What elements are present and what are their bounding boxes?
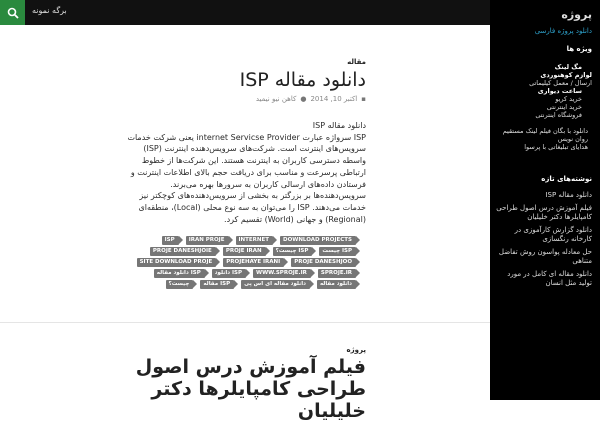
extra-link-item[interactable]: دانلود با بگان فیلم لینک مستقیم xyxy=(502,127,588,135)
site-description: دانلود پروژه فارسی xyxy=(534,27,592,35)
extra-link-item[interactable]: هدایای تبلیغاتی با پرسوا xyxy=(524,143,588,151)
site-title[interactable]: پروژه xyxy=(561,8,592,21)
extra-links-list xyxy=(494,127,592,151)
recent-posts-list xyxy=(494,191,592,288)
nav-item-sample-page[interactable]: برگه نمونه xyxy=(32,6,67,15)
calendar-icon: ▪ xyxy=(361,95,366,103)
sidebar xyxy=(490,0,600,400)
meta-link-item[interactable]: مگ لینک xyxy=(554,63,582,71)
meta-link-item[interactable]: ساعت دیواری xyxy=(537,87,582,95)
tag-link[interactable]: PROJE DANESHJOIE xyxy=(150,247,216,256)
search-icon xyxy=(7,7,19,19)
tag-link[interactable]: SPROJE.IR xyxy=(318,269,356,278)
recent-post-link[interactable]: دانلود مقاله ISP xyxy=(545,191,592,199)
post-meta xyxy=(256,95,366,103)
tag-link[interactable]: WWW.SPROJE.IR xyxy=(253,269,311,278)
tag-link[interactable]: ISP دانلود xyxy=(212,269,246,278)
post-author[interactable]: کاهن نیو نیمید xyxy=(255,95,297,103)
extra-link-item[interactable]: روان نویس xyxy=(557,135,588,143)
post-category[interactable]: مقاله xyxy=(347,58,366,66)
tag-link[interactable]: PROJEHAYE IRANI xyxy=(223,258,284,267)
main-content xyxy=(0,25,490,422)
top-navigation-bar xyxy=(0,0,490,25)
tag-link[interactable]: ISP چیست xyxy=(319,247,356,256)
recent-post-link[interactable]: فیلم آموزش درس اصول طراحی کامپایلرها دکتر خلیلیان xyxy=(496,204,592,221)
search-button[interactable] xyxy=(0,0,25,25)
meta-link-item[interactable]: خرید کریو xyxy=(555,95,582,103)
post-divider xyxy=(0,322,490,323)
meta-link-item[interactable]: ارسال / معمل کیلیماتی xyxy=(529,79,592,87)
post2-title[interactable]: فیلم آموزش درس اصول طراحی کامپایلرها دکتر خلیلیان xyxy=(135,356,366,422)
tag-link[interactable]: ISP چیست؟ xyxy=(273,247,313,256)
post-excerpt: دانلود مقاله ISP ISP سرواژه عبارت internet Servicse Provider یعنی شرکت خدمات سرویس‌های اینترنت است. شرکت‌های سرویس‌دهنده اینترنت (ISP) واسطه دسترسی کاربران به اینترنت هستند. این شرکت‌ها از خطوط ارتباطی پرسرعت و مناسب برای دریافت حجم بالای اطلاعات اینترنت و فرستادن داده‌های ارسالی کاربران به سرورها بهره می‌برند. سرویس‌دهنده‌ها بر بزرگتر به بخشی از سرویس‌دهنده‌های کوچکتر نیز خدمات می‌دهند. ISP را می‌توان به سه نوع محلی (Local)، منطقه‌ای (Regional) و جهانی (World) تقسیم کرد. xyxy=(127,121,366,224)
post-tags xyxy=(135,236,360,289)
recent-post-link[interactable]: دانلود مقاله ای کامل در مورد تولید مثل انسان xyxy=(507,270,592,287)
meta-link-item[interactable]: فروشگاه اینترنتی xyxy=(535,111,582,119)
post2-category[interactable]: پروژه xyxy=(346,346,366,354)
user-icon: ● xyxy=(300,95,307,103)
post-date[interactable]: اکتبر 10, 2014 xyxy=(310,95,358,103)
tag-link[interactable]: ISP xyxy=(162,236,179,245)
tag-link[interactable]: دانلود مقاله ای اس پی xyxy=(241,280,310,289)
tag-link[interactable]: INTERNET xyxy=(236,236,274,245)
tag-link[interactable]: PROJE DANESHJOO xyxy=(291,258,356,267)
recent-post-link[interactable]: دانلود گزارش کارآموزی در کارخانه رنگسازی xyxy=(514,226,592,243)
meta-links-list xyxy=(494,63,592,119)
tag-link[interactable]: چیست؟ xyxy=(166,280,194,289)
post-title[interactable]: دانلود مقاله ISP xyxy=(239,69,366,91)
tag-link[interactable]: SITE DOWNLOAD PROJE xyxy=(137,258,217,267)
recent-posts-widget-title: نوشته‌های تازه xyxy=(541,175,592,183)
meta-widget-title: ویژه ها xyxy=(566,45,592,53)
recent-post-link[interactable]: حل معادله پواسون روش تفاضل متناهی xyxy=(498,248,592,265)
tag-link[interactable]: PROJE IRAN xyxy=(223,247,266,256)
tag-link[interactable]: DOWNLOAD PROJECTS xyxy=(280,236,356,245)
tag-link[interactable]: دانلود مقاله xyxy=(317,280,356,289)
tag-link[interactable]: ISP مقاله xyxy=(200,280,234,289)
tag-link[interactable]: ISP دانلود مقاله xyxy=(154,269,205,278)
meta-link-item[interactable]: خرید اینترنتی xyxy=(546,103,582,111)
meta-link-item[interactable]: لوازم کوهنوردی xyxy=(540,71,592,79)
tag-link[interactable]: IRAN PROJE xyxy=(186,236,229,245)
